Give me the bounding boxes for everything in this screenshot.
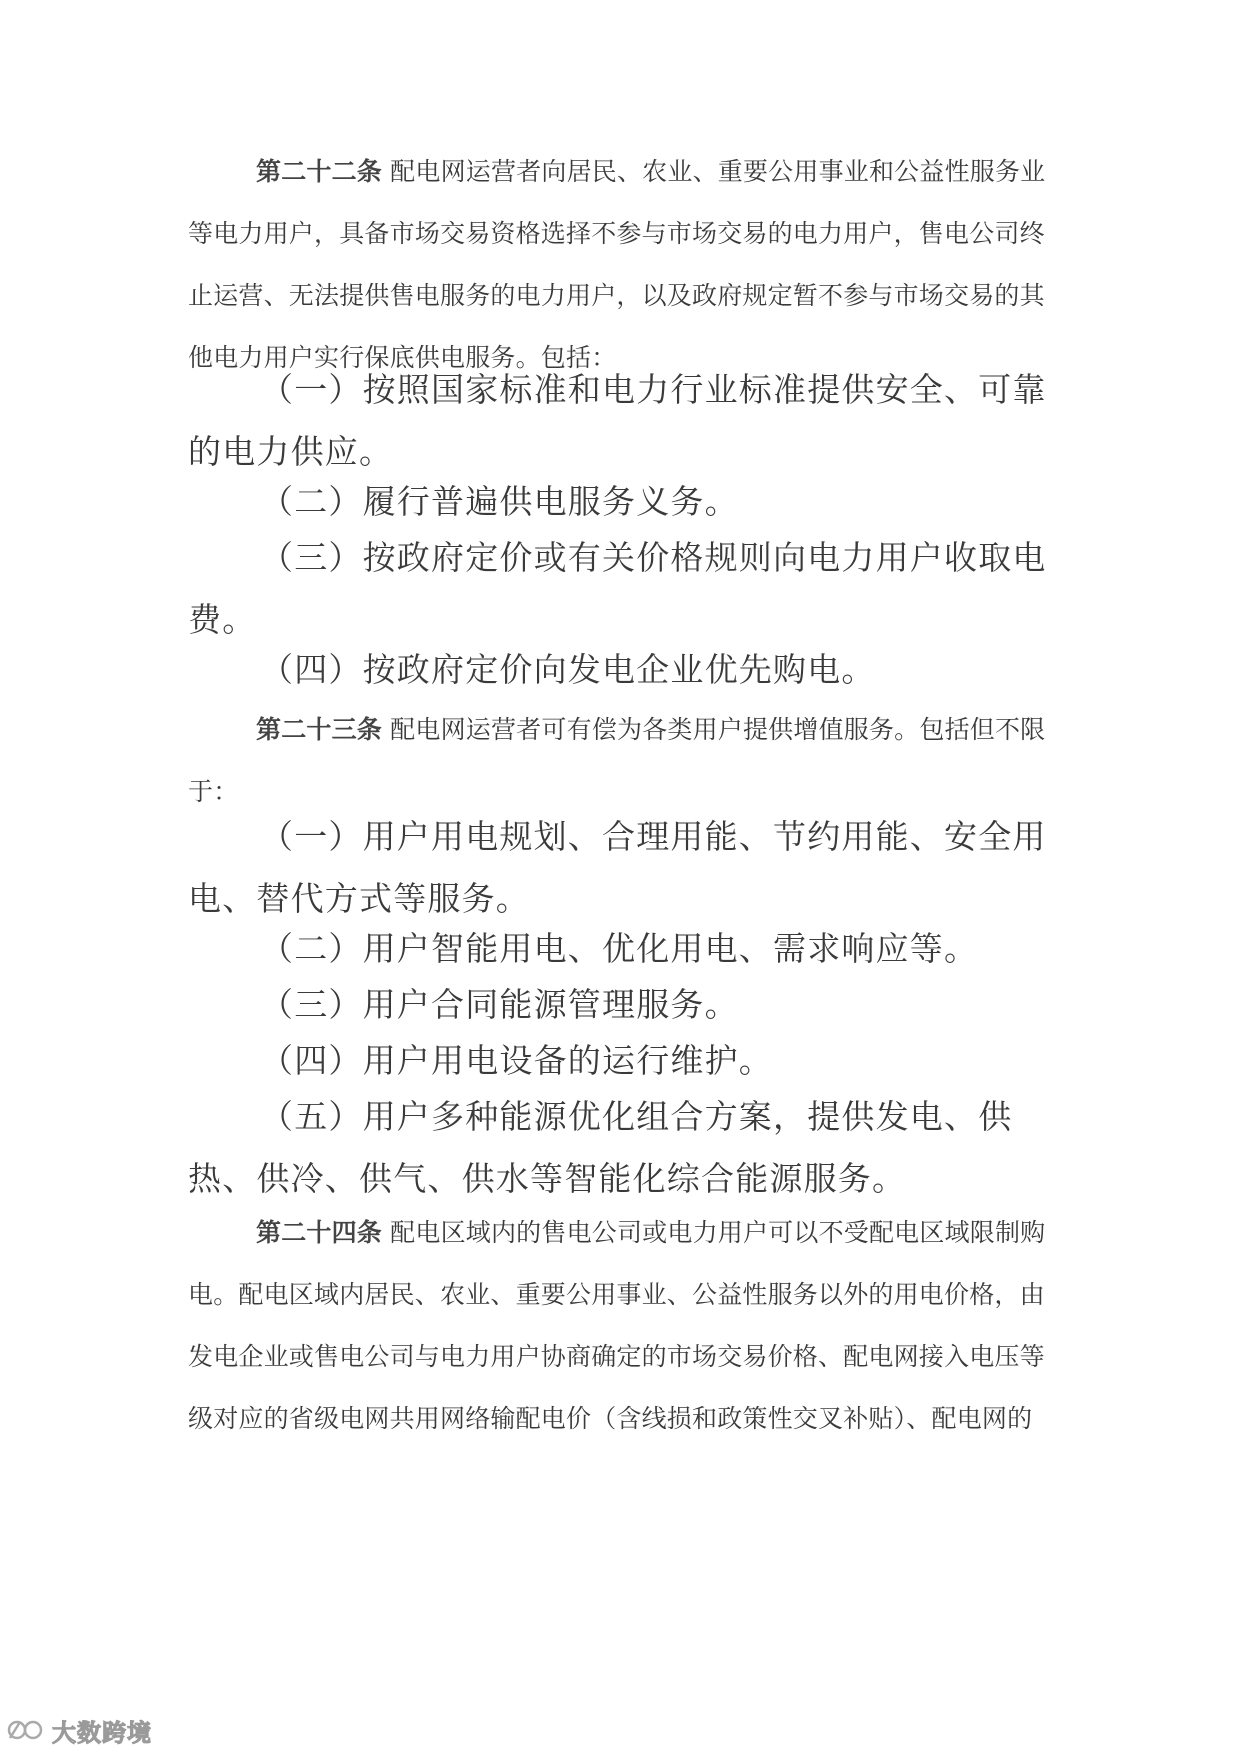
article-24-heading: 第二十四条 (256, 1218, 383, 1247)
article-22-item-2: （二）履行普遍供电服务义务。 (260, 482, 739, 521)
article-23-item-2: （二）用户智能用电、优化用电、需求响应等。 (260, 929, 979, 968)
article-23-item-4: （四）用户用电设备的运行维护。 (260, 1041, 773, 1080)
article-23-item-5: （五）用户多种能源优化组合方案，提供发电、供热、供冷、供气、供水等智能化综合能源服务。 (188, 1097, 1013, 1198)
article-22-heading: 第二十二条 (256, 157, 383, 186)
article-22-item-1: （一）按照国家标准和电力行业标准提供安全、可靠的电力供应。 (188, 370, 1047, 471)
article-24-body: 配电区域内的售电公司或电力用户可以不受配电区域限制购电。配电区域内居民、农业、重要公用事业、公益性服务以外的用电价格，由发电企业或售电公司与电力用户协商确定的市场交易价格、配电网接入电压等级对应的省级电网共用网络输配电价（含线损和政策性交叉补贴）、配电网的 (188, 1218, 1046, 1433)
article-23-item-3: （三）用户合同能源管理服务。 (260, 985, 739, 1024)
article-23-paragraph (188, 699, 1068, 823)
watermark-text: 大数跨境 (52, 1718, 152, 1747)
watermark-logo-icon (6, 1716, 46, 1744)
article-22-paragraph (188, 141, 1068, 389)
article-23-item-1: （一）用户用电规划、合理用能、节约用能、安全用电、替代方式等服务。 (188, 817, 1047, 918)
article-24-paragraph (188, 1202, 1068, 1450)
article-23-body: 配电网运营者可有偿为各类用户提供增值服务。包括但不限于： (188, 715, 1046, 806)
article-22-item-3: （三）按政府定价或有关价格规则向电力用户收取电费。 (188, 538, 1047, 639)
watermark (6, 1712, 152, 1748)
article-23-heading: 第二十三条 (256, 715, 383, 744)
article-22-item-4: （四）按政府定价向发电企业优先购电。 (260, 650, 876, 689)
article-22-body: 配电网运营者向居民、农业、重要公用事业和公益性服务业等电力用户，具备市场交易资格选择不参与市场交易的电力用户，售电公司终止运营、无法提供售电服务的电力用户，以及政府规定暂不参与市场交易的其他电力用户实行保底供电服务。包括： (188, 157, 1046, 372)
